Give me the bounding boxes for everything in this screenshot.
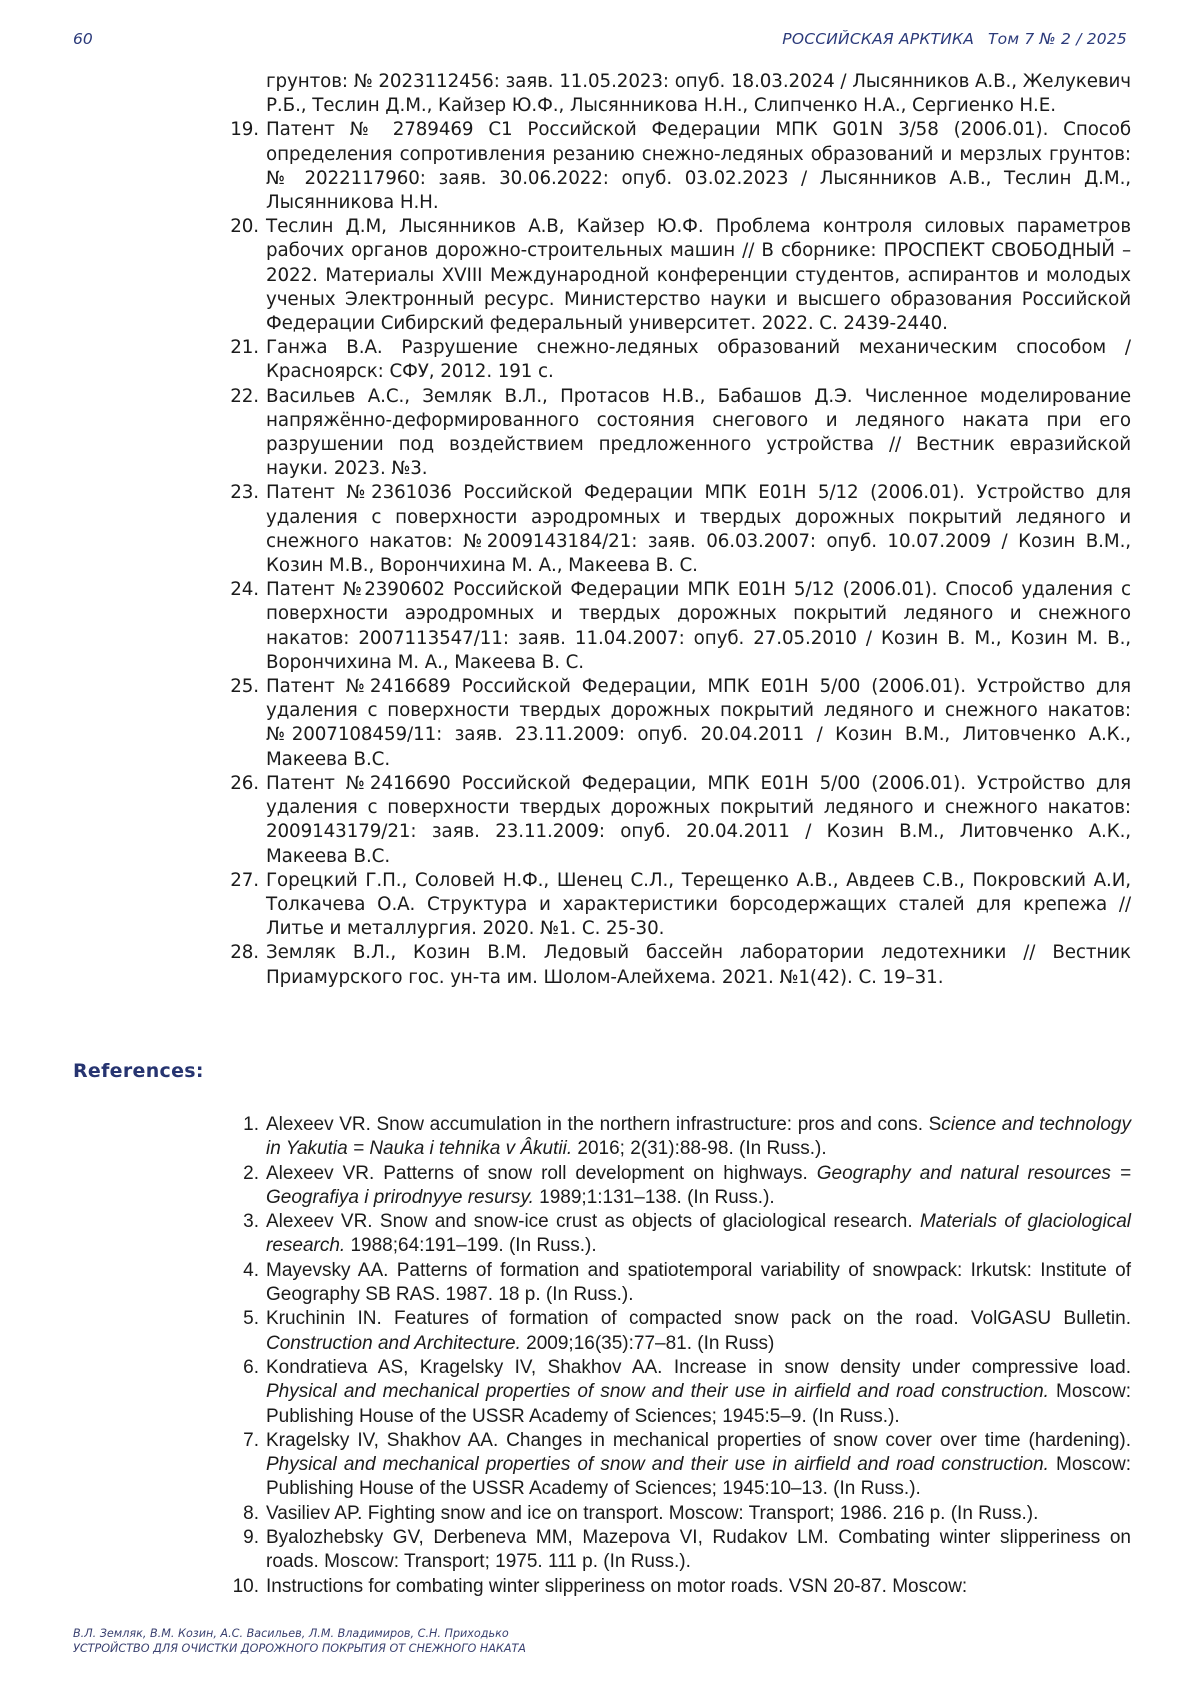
reference-item [0, 215, 1200, 336]
reference-item [0, 1356, 1200, 1429]
reference-item [0, 385, 1200, 482]
reference-text: Патент №2390602 Российской Федерации МПК Е01Н 5/12 (2006.01). Способ удаления с поверхности аэродромных и твердых дорожных покрытий ледяного и снежного накатов: 2007113547/11: заяв. 11.04.2007: опуб. 27.05.2010 / Козин В. М., Козин М. В., Ворончихина М. А., Макеева В. С. [266, 579, 1131, 673]
reference-number: 19. [230, 119, 259, 141]
running-foot [73, 1626, 1133, 1656]
reference-source: Geography and natural resources = Geografiya i prirodnyye resursy. [266, 1162, 1131, 1208]
reference-number: 26. [230, 772, 259, 794]
reference-number: 25. [230, 676, 259, 698]
russian-reference-list [0, 70, 1200, 990]
reference-text: Горецкий Г.П., Соловей Н.Ф., Шенец С.Л., Терещенко А.В., Авдеев С.В., Покровский А.И, Толкачева О.А. Структура и характеристики борсодержащих сталей для крепежа // Литье и металлургия. 2020. №1. С. 25-30. [266, 869, 1131, 940]
reference-tail: 1989;1:131–138. (In Russ.). [533, 1186, 775, 1208]
reference-text: Instructions for combating winter slipperiness on motor roads. VSN 20-87. Moscow: [266, 1575, 968, 1597]
reference-number: 24. [230, 579, 259, 601]
reference-text: Патент №2361036 Российской Федерации МПК Е01Н 5/12 (2006.01). Устройство для удаления с поверхности аэродромных и твердых дорожных покрытий ледяного и снежного накатов: №2009143184/21: заяв. 06.03.2007: опуб. 10.07.2009 / Козин В.М., Козин М.В., Ворончихина М. А., Макеева В. С. [266, 482, 1131, 577]
reference-text: грунтов: № 2023112456: заяв. 11.05.2023: опуб. 18.03.2024 / Лысянников А.В., Желукевич Р.Б., Теслин Д.М., Кайзер Ю.Ф., Лысянникова Н.Н., Слипченко Н.А., Сергиенко Н.Е. [266, 71, 1131, 117]
reference-text: Kruchinin IN. Features of formation of compacted snow pack on the road. VolGASU Bulletin. [266, 1308, 1131, 1330]
reference-item [0, 1162, 1200, 1211]
reference-number: 9. [243, 1527, 259, 1549]
references-heading: References: [73, 1060, 204, 1082]
reference-item [0, 1526, 1200, 1575]
reference-text: Патент № 2789469 С1 Российской Федерации МПК G01N 3/58 (2006.01). Способ определения сопротивления резанию снежно-ледяных образований и мерзлых грунтов: № 2022117960: заяв. 30.06.2022: опуб. 03.02.2023 / Лысянников А.В., Теслин Д.М., Лысянникова Н.Н. [266, 119, 1131, 214]
reference-tail: 1988;64:191–199. (In Russ.). [345, 1235, 597, 1257]
reference-item [0, 1210, 1200, 1259]
reference-number: 8. [243, 1502, 259, 1524]
running-head [73, 30, 1127, 54]
reference-number: 5. [243, 1308, 259, 1330]
reference-number: 20. [230, 216, 259, 238]
reference-number: 6. [243, 1356, 259, 1378]
reference-source: Physical and mechanical properties of snow and their use in airfield and road construction. [266, 1381, 1049, 1403]
reference-item [0, 336, 1200, 384]
reference-tail: Moscow: Publishing House of the USSR Academy of Sciences; 1945:10–13. (In Russ.). [266, 1454, 1131, 1500]
reference-text: Mayevsky AA. Patterns of formation and spatiotemporal variability of snowpack: Irkutsk: Institute of Geography SB RAS. 1987. 18 p. (In Russ.). [266, 1259, 1131, 1306]
reference-text: Васильев А.С., Земляк В.Л., Протасов Н.В., Бабашов Д.Э. Численное моделирование напряжённо-деформированного состояния снегового и ледяного наката при его разрушении под воздействием предложенного устройства // Вестник евразийской науки. 2023. №3. [266, 385, 1131, 480]
reference-source: Physical and mechanical properties of snow and their use in airfield and road construction. [266, 1454, 1049, 1476]
reference-source: Materials of glaciological research. [266, 1211, 1131, 1257]
footer-authors: В.Л. Земляк, В.М. Козин, А.С. Васильев, Л.М. Владимиров, С.Н. Приходько [73, 1627, 509, 1640]
reference-number: 23. [230, 482, 259, 504]
reference-text: Alexeev VR. Patterns of snow roll development on highways. [266, 1162, 817, 1184]
reference-item [0, 772, 1200, 869]
english-reference-list [0, 1113, 1200, 1599]
reference-item [0, 1429, 1200, 1502]
reference-text: Byalozhebsky GV, Derbeneva MM, Mazepova VI, Rudakov LM. Combating winter slipperiness on roads. Moscow: Transport; 1975. 111 p. (In Russ.). [266, 1527, 1131, 1573]
reference-text: Патент №2416689 Российской Федерации, МПК Е01Н 5/00 (2006.01). Устройство для удаления с поверхности твердых дорожных покрытий ледяного и снежного накатов: №2007108459/11: заяв. 23.11.2009: опуб. 20.04.2011 / Козин В.М., Литовченко А.К., Макеева В.С. [266, 676, 1131, 770]
page-number: 60 [73, 30, 93, 48]
reference-text: Kragelsky IV, Shakhov AA. Changes in mechanical properties of snow cover over time (hardening). [266, 1429, 1131, 1451]
reference-item [0, 1259, 1200, 1308]
reference-number: 10. [232, 1575, 259, 1597]
reference-number: 7. [243, 1429, 259, 1451]
reference-item [0, 1502, 1200, 1526]
reference-text: Теслин Д.М, Лысянников А.В, Кайзер Ю.Ф. Проблема контроля силовых параметров рабочих органов дорожно-строительных машин // В сборнике: ПРОСПЕКТ СВОБОДНЫЙ – 2022. Материалы XVIII Международной конференции студентов, аспирантов и молодых ученых Электронный ресурс. Министерство науки и высшего образования Российской Федерации Сибирский федеральный университет. 2022. С. 2439-2440. [266, 216, 1131, 335]
reference-text: Alexeev VR. Snow and snow-ice crust as objects of glaciological research. [266, 1211, 920, 1233]
reference-item [0, 941, 1200, 989]
reference-item [0, 675, 1200, 772]
reference-tail: Moscow: Publishing House of the USSR Academy of Sciences; 1945:5–9. (In Russ.). [266, 1381, 1131, 1427]
reference-text: Ганжа В.А. Разрушение снежно-ледяных образований механическим способом / Красноярск: СФУ, 2012. 191 с. [266, 337, 1131, 383]
reference-number: 22. [230, 385, 259, 407]
reference-item [0, 118, 1200, 215]
reference-tail: 2016; 2(31):88-98. (In Russ.). [572, 1138, 827, 1160]
reference-text: Alexeev VR. Snow accumulation in the northern infrastructure: pros and cons. S [266, 1114, 942, 1135]
reference-item [0, 1307, 1200, 1356]
reference-item [0, 578, 1200, 675]
reference-number: 27. [230, 869, 259, 891]
footer-article-title: УСТРОЙСТВО ДЛЯ ОЧИСТКИ ДОРОЖНОГО ПОКРЫТИЯ ОТ СНЕЖНОГО НАКАТА [73, 1642, 526, 1655]
reference-number: 4. [243, 1259, 259, 1281]
reference-number: 28. [230, 942, 259, 964]
reference-item [0, 1113, 1200, 1162]
reference-number: 1. [243, 1114, 259, 1135]
reference-source: cience and technology in Yakutia = Nauka i tehnika v Âkutii. [266, 1114, 1131, 1160]
reference-item [0, 1575, 1200, 1599]
reference-item [0, 869, 1200, 942]
reference-number: 21. [230, 337, 259, 359]
journal-issue: Том 7 № 2 / 2025 [988, 30, 1127, 48]
reference-text: Kondratieva AS, Kragelsky IV, Shakhov AA. Increase in snow density under compressive load. [266, 1356, 1131, 1378]
journal-title [782, 30, 1127, 48]
reference-number: 3. [243, 1211, 259, 1233]
reference-item [0, 481, 1200, 578]
reference-text: Vasiliev AP. Fighting snow and ice on transport. Moscow: Transport; 1986. 216 p. (In Russ.). [266, 1502, 1039, 1524]
reference-number: 2. [243, 1162, 259, 1184]
journal-name: РОССИЙСКАЯ АРКТИКА [782, 30, 974, 48]
reference-text: Патент №2416690 Российской Федерации, МПК Е01Н 5/00 (2006.01). Устройство для удаления с поверхности твердых дорожных покрытий ледяного и снежного накатов: 2009143179/21: заяв. 23.11.2009: опуб. 20.04.2011 / Козин В.М., Литовченко А.К., Макеева В.С. [266, 772, 1131, 867]
reference-text: Земляк В.Л., Козин В.М. Ледовый бассейн лаборатории ледотехники // Вестник Приамурского гос. ун-та им. Шолом-Алейхема. 2021. №1(42). С. 19–31. [266, 942, 1131, 988]
reference-source: Construction and Architecture. [266, 1332, 521, 1354]
reference-continuation [0, 70, 1200, 118]
reference-tail: 2009;16(35):77–81. (In Russ) [520, 1332, 775, 1354]
